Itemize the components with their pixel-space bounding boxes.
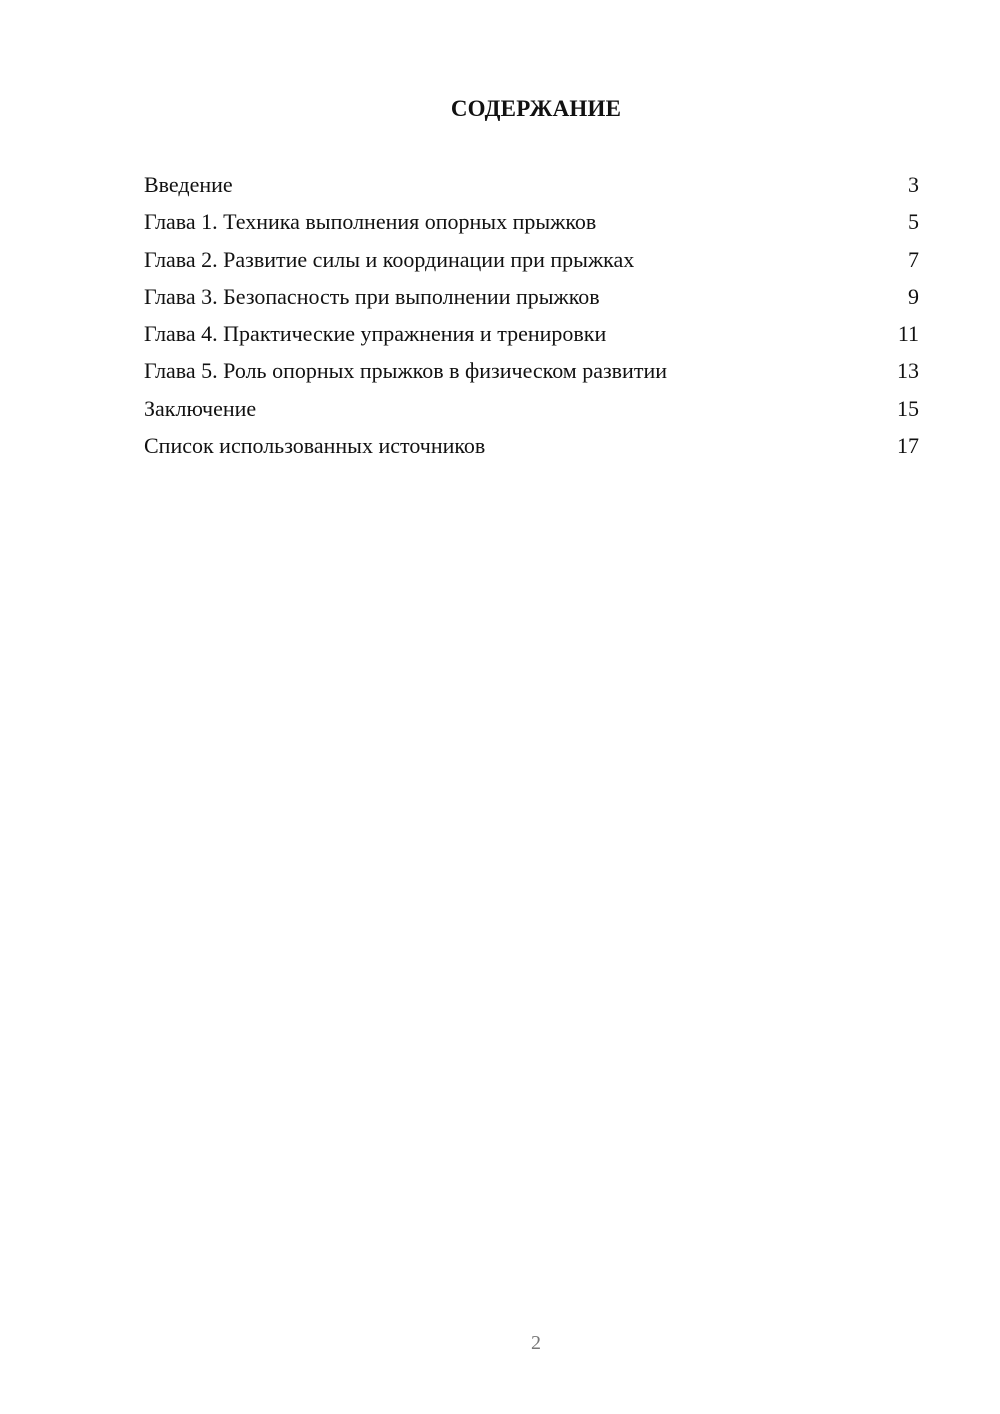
toc-entry-label: Введение	[144, 172, 233, 197]
toc-entry-label: Список использованных источников	[144, 433, 486, 459]
toc-entry-page: 17	[897, 433, 919, 459]
toc-entry-page: 3	[908, 172, 919, 197]
page-number: 2	[531, 1332, 541, 1354]
toc-entry-chapter-4	[144, 317, 919, 354]
toc-entry-chapter-3	[144, 280, 919, 317]
toc-entry-references	[144, 429, 919, 466]
toc-entry-label: Заключение	[144, 395, 257, 421]
toc-entry-page: 11	[897, 321, 919, 347]
toc-entry-chapter-5	[144, 354, 919, 391]
toc-entry-page: 13	[897, 358, 919, 384]
toc-entry-chapter-1	[144, 205, 919, 242]
toc-entry-label: Глава 2. Развитие силы и координации при прыжках	[144, 246, 635, 272]
toc-entry-page: 5	[908, 209, 919, 235]
table-of-contents	[144, 168, 919, 466]
toc-entry-label: Глава 3. Безопасность при выполнении прыжков	[144, 283, 600, 309]
toc-entry-conclusion	[144, 392, 919, 429]
toc-entry-page: 7	[908, 246, 919, 272]
page-title: СОДЕРЖАНИЕ	[450, 96, 622, 121]
toc-entry-label: Глава 5. Роль опорных прыжков в физическом развитии	[144, 358, 667, 384]
toc-entry-label: Глава 4. Практические упражнения и тренировки	[144, 321, 607, 347]
toc-entry-chapter-2	[144, 243, 919, 280]
toc-entry-introduction	[144, 168, 919, 205]
toc-entry-page: 9	[908, 283, 919, 309]
toc-entry-label: Глава 1. Техника выполнения опорных прыжков	[144, 209, 597, 235]
toc-entry-page: 15	[897, 395, 919, 421]
